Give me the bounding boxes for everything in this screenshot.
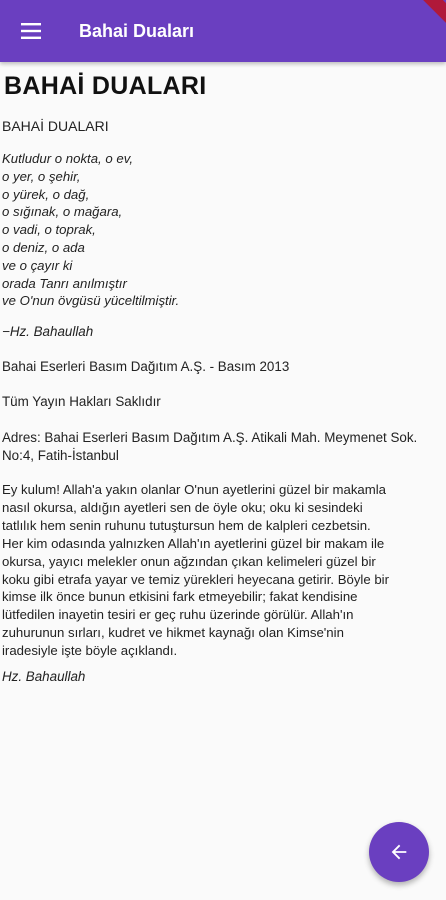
paragraph-line: iradesiyle işte böyle açıklandı. <box>2 643 178 659</box>
poem-line: ve o çayır ki <box>2 257 73 273</box>
back-button[interactable] <box>369 822 429 882</box>
poem-line: o yürek, o dağ, <box>2 186 90 202</box>
poem-line: o vadi, o toprak, <box>2 222 96 238</box>
paragraph-line: Her kim odasında yalnızken Allah'ın ayetlerini güzel bir makam ile <box>2 535 385 551</box>
arrow-back-icon <box>388 841 410 863</box>
prayer-content <box>0 62 446 900</box>
prayer-author: Hz. Bahaullah <box>2 669 86 684</box>
paragraph-line: okursa, yayıcı melekler onun ağzından çıkan kelimeleri güzel bir <box>2 553 376 569</box>
paragraph-line: zuhurunun sırları, kudret ve hikmet kaynağı olan Kimse'nin <box>2 625 344 641</box>
paragraph-line: koku gibi etrafa yayar ve temiz yürekleri heyecana getirir. Böyle bir <box>2 571 390 587</box>
poem-line: o yer, o şehir, <box>2 168 81 184</box>
poem-author: −Hz. Bahaullah <box>2 324 94 339</box>
page-heading: BAHAİ DUALARI <box>4 72 207 100</box>
poem-line: o deniz, o ada <box>2 239 85 255</box>
menu-button[interactable] <box>8 8 54 54</box>
sub-heading: BAHAİ DUALARI <box>2 118 109 134</box>
poem-line: ve O'nun övgüsü yüceltilmiştir. <box>2 293 180 309</box>
poem-line: orada Tanrı anılmıştır <box>2 275 127 291</box>
paragraph-line: lütfedilen inayetin tesiri er geç ruhu üzerinde görülür. Allah'ın <box>2 607 354 623</box>
paragraph-line: kimse ilk önce bunun etkisini fark etmeyebilir; fakat kendisine <box>2 589 358 605</box>
address-text: Adres: Bahai Eserleri Basım Dağıtım A.Ş. Atikali Mah. Meymenet Sok. No:4, Fatih-İstanbul <box>2 430 418 463</box>
app-title: Bahai Duaları <box>79 21 195 41</box>
poem <box>2 150 422 310</box>
paragraph-line: tatlılık hem senin ruhunu tutuştursun hem de kalpleri cezbetsin. <box>2 517 371 533</box>
poem-line: Kutludur o nokta, o ev, <box>2 151 133 166</box>
paragraph-line: Ey kulum! Allah'a yakın olanlar O'nun ayetlerini güzel bir makamla <box>2 482 386 497</box>
copyright-text: Tüm Yayın Hakları Saklıdır <box>2 394 161 409</box>
debug-ribbon <box>408 0 446 27</box>
paragraph-line: nasıl okursa, aldığın ayetleri sen de öyle oku; oku ki sesindeki <box>2 499 363 515</box>
app-bar <box>0 0 446 62</box>
hamburger-menu-icon <box>20 22 42 40</box>
prayer-paragraph <box>2 481 444 660</box>
publisher-text: Bahai Eserleri Basım Dağıtım A.Ş. - Basım 2013 <box>2 359 290 374</box>
poem-line: o sığınak, o mağara, <box>2 204 123 220</box>
